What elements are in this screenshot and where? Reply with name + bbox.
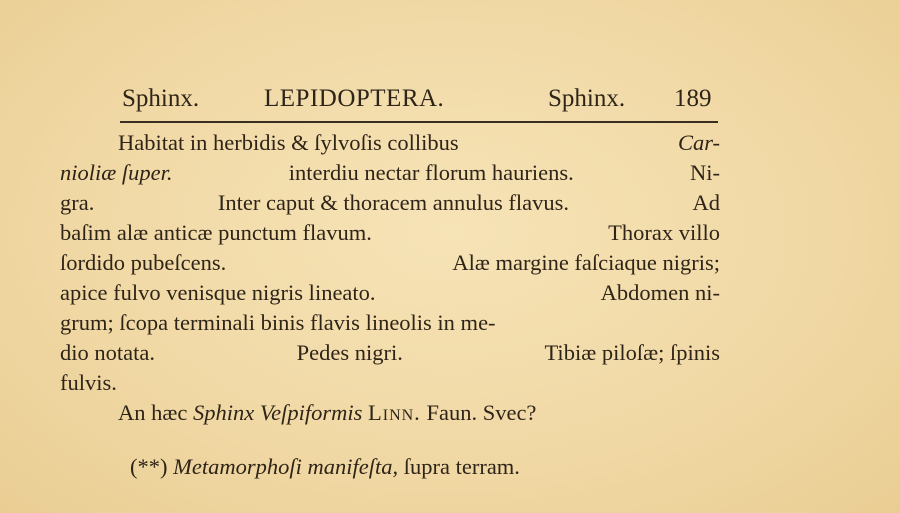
- reference-author: Linn.: [368, 400, 421, 425]
- text-fragment: fulvis.: [60, 370, 117, 395]
- text-fragment: Pedes nigri.: [296, 340, 403, 365]
- header-genus-right: Sphinx.: [548, 85, 626, 112]
- text-fragment: Thorax villo: [608, 220, 720, 245]
- text-line: [60, 188, 720, 218]
- text-line: [60, 248, 720, 278]
- text-line: [60, 338, 720, 368]
- running-header: [118, 82, 718, 116]
- footnote-italic: Metamorphoſi manifeſta,: [173, 454, 399, 479]
- footnote-text: ſupra terram.: [403, 454, 520, 479]
- text-line: [60, 368, 720, 398]
- reference-species: Sphinx Veſpiformis: [193, 400, 363, 425]
- page-number: 189: [674, 85, 712, 112]
- text-line: [60, 158, 720, 188]
- text-fragment: baſim alæ anticæ punctum flavum.: [60, 220, 372, 245]
- text-fragment: Alæ margine faſciaque nigris;: [452, 250, 720, 275]
- text-line: [60, 218, 720, 248]
- header-order: LEPIDOPTERA.: [264, 85, 445, 112]
- text-line: [60, 278, 720, 308]
- text-fragment: Tibiæ piloſæ; ſpinis: [544, 340, 720, 365]
- text-line: [60, 308, 720, 338]
- linnaeus-reference: [118, 398, 720, 428]
- text-fragment: interdiu nectar florum hauriens.: [288, 160, 574, 185]
- reference-prefix: An hæc: [118, 400, 188, 425]
- text-fragment: Inter caput & thoracem annulus flavus.: [217, 190, 569, 215]
- header-genus-left: Sphinx.: [122, 85, 200, 112]
- text-line: [60, 128, 720, 158]
- text-fragment: apice fulvo venisque nigris lineato.: [60, 280, 376, 305]
- description-paragraph: [60, 128, 720, 398]
- text-fragment: ſordido pubeſcens.: [60, 250, 227, 275]
- text-fragment: Ad: [692, 190, 720, 215]
- text-fragment-italic: nioliæ ſuper.: [60, 160, 173, 185]
- footnote: [130, 452, 520, 482]
- text-fragment: gra.: [60, 190, 95, 215]
- text-fragment: Ni-: [689, 160, 720, 185]
- text-fragment: grum; ſcopa terminali binis flavis lineolis in me-: [60, 310, 496, 335]
- text-fragment-italic: Car-: [677, 130, 720, 155]
- text-fragment: Abdomen ni-: [600, 280, 720, 305]
- text-fragment: dio notata.: [60, 340, 155, 365]
- footnote-marker: (**): [130, 454, 168, 479]
- reference-work: Faun. Svec?: [426, 400, 537, 425]
- text-fragment: Habitat in herbidis & ſylvoſis collibus: [118, 130, 459, 155]
- header-rule: [120, 121, 718, 123]
